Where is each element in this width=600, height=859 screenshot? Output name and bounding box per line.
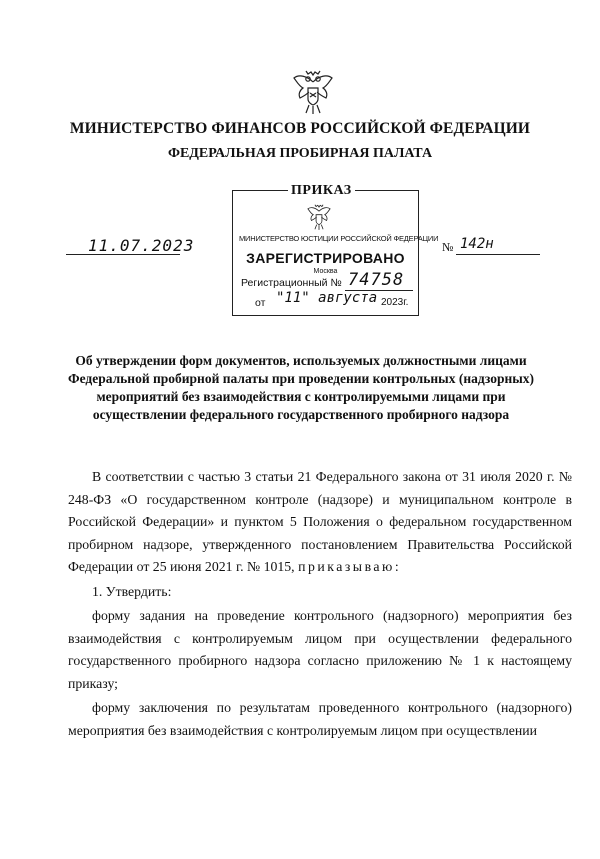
order-date: 11.07.2023 — [88, 236, 195, 255]
ministry-name: МИНИСТЕРСТВО ФИНАНСОВ РОССИЙСКОЙ ФЕДЕРАЦИИ — [69, 120, 531, 137]
stamp-emblem-icon — [305, 203, 333, 231]
document-body — [68, 466, 572, 742]
order-number: 142н — [460, 236, 494, 252]
form-2-paragraph: форму заключения по результатам проведенного контрольного (надзорного) мероприятия без взаимодействия с контролируемым лицом при осуществлении — [68, 700, 572, 738]
item-1: 1. Утвердить: — [92, 583, 172, 599]
stamp-from-label: от — [255, 297, 266, 309]
intro-text: В соответствии с частью 3 статьи 21 Федерального закона от 31 июля 2020 г. № 248-ФЗ «О государственном контроле (надзоре) и муниципальном контроле в Российской Федерации» и пунктом 5 Положения о федеральном государственном пробирном надзоре, утвержденного постановлением Правительства Российской Федерации от 25 июня 2021 г. № 1015, — [68, 469, 572, 574]
order-word: приказываю: — [298, 559, 402, 574]
registration-stamp — [232, 190, 439, 316]
document-title: Об утверждении форм документов, используемых должностными лицами Федеральной пробирной палаты при проведении контрольных (надзорных) мероприятий без взаимодействия с контролируемыми лицами при осуществлении федерального государственного пробирного надзора — [67, 353, 535, 422]
stamp-reg-date: "11" августа — [276, 290, 378, 306]
number-underline — [456, 254, 540, 255]
stamp-reg-number: 74758 — [348, 270, 405, 290]
stamp-reg-year: 2023г. — [381, 297, 409, 308]
stamp-ministry: МИНИСТЕРСТВО ЮСТИЦИИ РОССИЙСКОЙ ФЕДЕРАЦИИ — [239, 234, 439, 243]
document-type: ПРИКАЗ — [288, 183, 355, 199]
stamp-registered: ЗАРЕГИСТРИРОВАНО — [246, 250, 405, 266]
form-1-paragraph: форму задания на проведение контрольного (надзорного) мероприятия без взаимодействия с контролируемым лицом при осуществлении федерального государственного пробирного надзора согласно приложению № 1 к настоящему приказу; — [68, 608, 572, 691]
coat-of-arms-icon — [291, 68, 335, 116]
chamber-name: ФЕДЕРАЛЬНАЯ ПРОБИРНАЯ ПАЛАТА — [167, 146, 433, 161]
order-number-label: № — [442, 240, 454, 254]
intro-paragraph — [68, 466, 572, 579]
stamp-city: Москва — [313, 268, 338, 275]
date-underline — [66, 254, 180, 255]
stamp-reg-label: Регистрационный № — [241, 277, 342, 289]
